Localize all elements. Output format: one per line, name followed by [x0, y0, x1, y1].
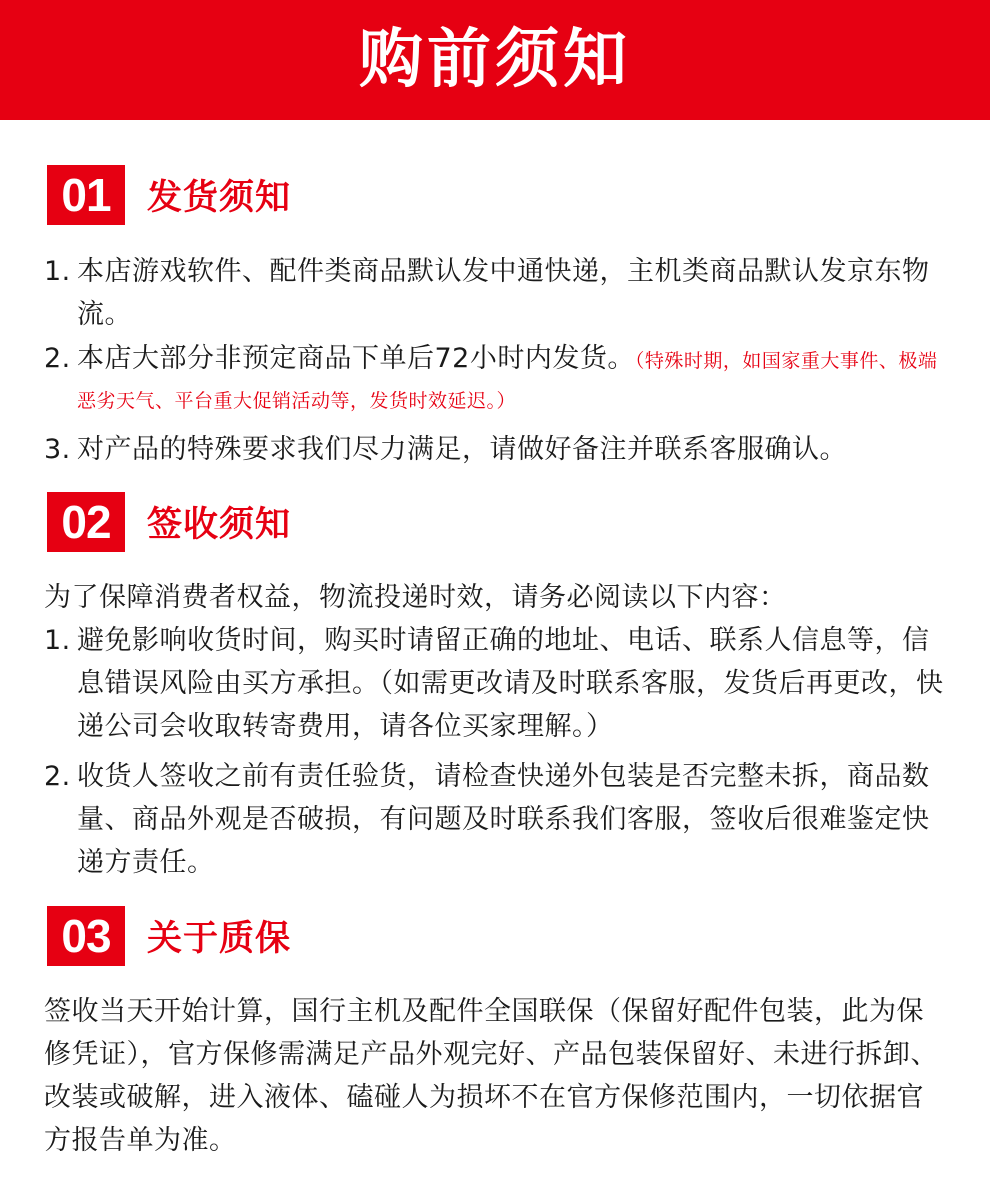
- section-title-warranty: 关于质保: [147, 919, 292, 959]
- header-banner: [0, 0, 990, 120]
- receipt-item-2: [44, 755, 949, 884]
- item-index: 2.: [44, 761, 71, 792]
- section-header-receipt: [47, 492, 291, 552]
- item-index: 1.: [44, 256, 71, 287]
- page-title: 购前须知: [359, 23, 631, 97]
- item-text: 本店大部分非预定商品下单后72小时内发货。: [77, 343, 635, 374]
- section-number-badge: 03: [47, 906, 125, 966]
- section-number-badge: 01: [47, 165, 125, 225]
- section-number-badge: 02: [47, 492, 125, 552]
- receipt-item-1: [44, 619, 949, 748]
- item-index: 3.: [44, 434, 71, 465]
- section-title-receipt: 签收须知: [147, 505, 292, 545]
- item-text: 收货人签收之前有责任验货，请检查快递外包装是否完整未拆，商品数量、商品外观是否破损，有问题及时联系我们客服，签收后很难鉴定快递方责任。: [77, 761, 930, 878]
- shipping-item-3: [44, 428, 949, 471]
- section-title-shipping: 发货须知: [147, 178, 292, 218]
- section-header-warranty: [47, 906, 291, 966]
- section-header-shipping: [47, 165, 291, 225]
- item-index: 2.: [44, 343, 71, 374]
- item-text: 避免影响收货时间，购买时请留正确的地址、电话、联系人信息等，信息错误风险由买方承担。（如需更改请及时联系客服，发货后再更改，快递公司会收取转寄费用，请各位买家理解。）: [77, 625, 944, 742]
- item-text: 本店游戏软件、配件类商品默认发中通快递，主机类商品默认发京东物流。: [77, 256, 930, 330]
- warranty-body: 签收当天开始计算，国行主机及配件全国联保（保留好配件包装，此为保修凭证），官方保修需满足产品外观完好、产品包装保留好、未进行拆卸、改装或破解，进入液体、磕碰人为损坏不在官方保修范围内，一切依据官方报告单为准。: [44, 996, 938, 1156]
- receipt-intro: 为了保障消费者权益，物流投递时效，请务必阅读以下内容：: [44, 582, 787, 613]
- item-note: （特殊时期，如国家重大事件、极端恶劣天气、平台重大促销活动等，发货时效延迟。）: [77, 350, 938, 412]
- shipping-item-1: [44, 250, 949, 336]
- item-text: 对产品的特殊要求我们尽力满足，请做好备注并联系客服确认。: [77, 434, 847, 465]
- item-index: 1.: [44, 625, 71, 656]
- shipping-item-2: [44, 340, 949, 420]
